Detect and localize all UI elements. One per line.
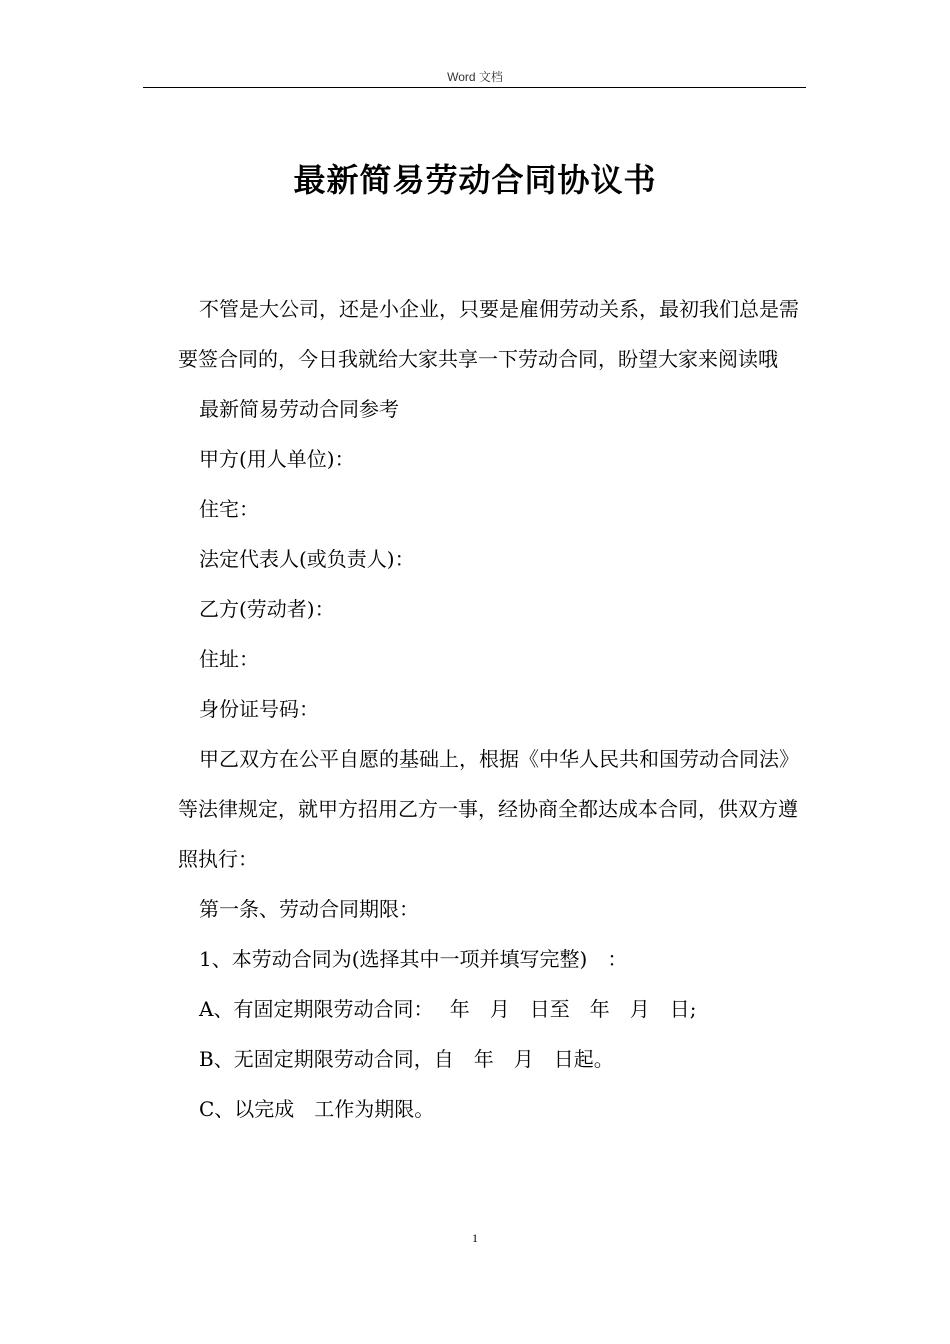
paragraph-legal-representative: 法定代表人(或负责人)： bbox=[199, 547, 415, 571]
paragraph-intro: 不管是大公司，还是小企业，只要是雇佣劳动关系，最初我们总是需要签合同的，今日我就给大家共享一下劳动合同，盼望大家来阅读哦 bbox=[178, 297, 799, 371]
paragraph-option-a: A、有固定期限劳动合同： 年 月 日至 年 月 日; bbox=[199, 997, 697, 1021]
document-body bbox=[178, 284, 808, 1134]
paragraph-party-b: 乙方(劳动者)： bbox=[199, 597, 335, 621]
page-header-label: Word 文档 bbox=[447, 70, 503, 84]
paragraph-party-a: 甲方(用人单位)： bbox=[199, 447, 355, 471]
page-number: 1 bbox=[472, 1231, 478, 1245]
paragraph-clause-1: 1、本劳动合同为(选择其中一项并填写完整) ： bbox=[199, 947, 628, 971]
paragraph-residence: 住宅： bbox=[199, 497, 259, 521]
header-divider bbox=[143, 87, 806, 88]
document-title: 最新简易劳动合同协议书 bbox=[293, 161, 657, 199]
paragraph-id-number: 身份证号码： bbox=[199, 697, 319, 721]
paragraph-option-c: C、以完成 工作为期限。 bbox=[199, 1097, 435, 1121]
paragraph-preamble: 甲乙双方在公平自愿的基础上，根据《中华人民共和国劳动合同法》等法律规定，就甲方招用乙方一事，经协商全都达成本合同，供双方遵照执行： bbox=[178, 747, 799, 871]
paragraph-subtitle: 最新简易劳动合同参考 bbox=[199, 397, 399, 421]
paragraph-article-one: 第一条、劳动合同期限： bbox=[199, 897, 419, 921]
paragraph-option-b: B、无固定期限劳动合同，自 年 月 日起。 bbox=[199, 1047, 614, 1071]
paragraph-address: 住址： bbox=[199, 647, 259, 671]
